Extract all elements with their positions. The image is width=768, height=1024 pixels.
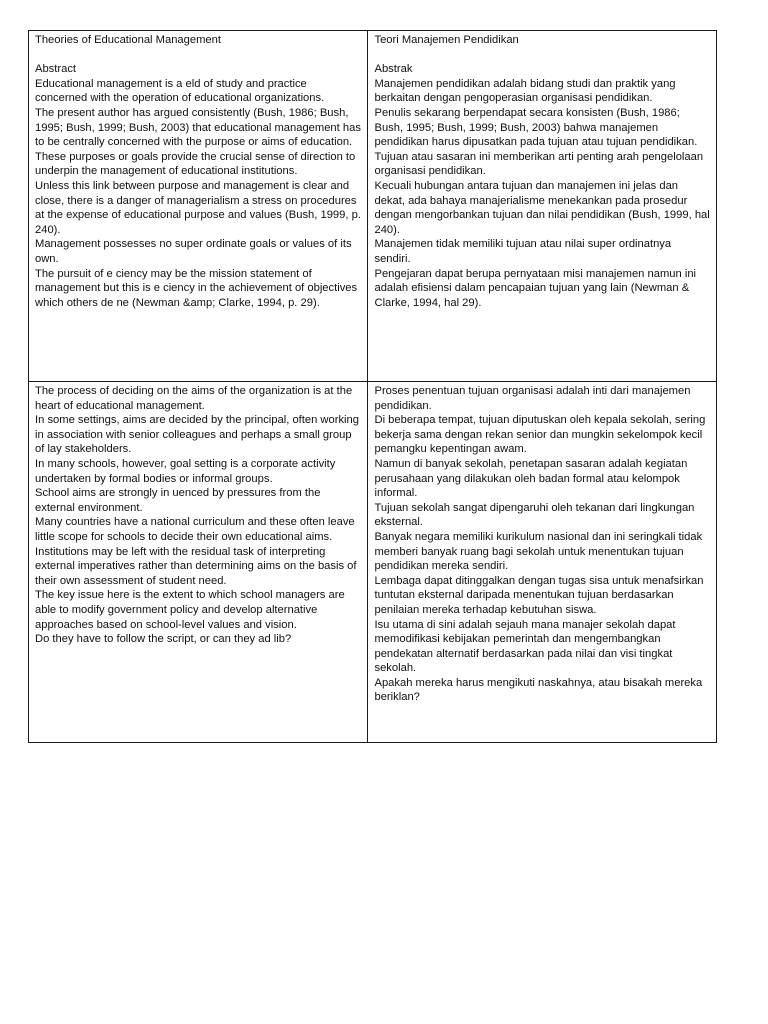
paragraph: These purposes or goals provide the crucial sense of direction to underpin the management of educational institutions. [35,150,356,178]
abstract-heading-indonesian: Abstrak [374,63,413,76]
paragraph: Tujuan atau sasaran ini memberikan arti penting arah pengelolaan organisasi pendidikan. [374,150,704,178]
blank-line [35,48,361,63]
paragraph: Many countries have a national curriculum and these often leave little scope for schools to decide their own educational aims. [35,516,355,543]
translation-table [28,30,717,743]
indonesian-cell-2 [368,382,717,743]
paragraph: Institutions may be left with the residual task of interpreting external imperatives rather than determining aims on the basis of their own assessment of student need. [35,545,357,587]
paragraph: Kecuali hubungan antara tujuan dan manajemen ini jelas dan dekat, ada bahaya manajerialisme menekankan pada prosedur dengan mengorbankan tujuan dan nilai pendidikan (Bush, 1999, hal 240). [374,179,710,236]
paragraph: Lembaga dapat ditinggalkan dengan tugas sisa untuk menafsirkan tuntutan eksternal daripada menentukan tujuan berdasarkan penilaian mereka terhadap kebutuhan siswa. [374,574,704,616]
paragraph: Management possesses no super ordinate goals or values of its own. [35,238,352,265]
paragraph: The pursuit of e ciency may be the mission statement of management but this is e ciency in the achievement of objectives which others de ne (Newman &amp; Clarke, 1994, p. 29). [35,267,358,309]
paragraph: School aims are strongly in uenced by pressures from the external environment. [35,487,321,514]
paragraph: Proses penentuan tujuan organisasi adalah inti dari manajemen pendidikan. [374,385,691,412]
paragraph: The present author has argued consistently (Bush, 1986; Bush, 1995; Bush, 1999; Bush, 2003) that educational management has to be centrally concerned with the purpose or aims of education. [35,106,361,149]
paragraph: Manajemen pendidikan adalah bidang studi dan praktik yang berkaitan dengan pengoperasian organisasi pendidikan. [374,77,676,105]
table-row [29,382,717,743]
document-title-indonesian: Teori Manajemen Pendidikan [374,34,519,46]
paragraph: In some settings, aims are decided by the principal, often working in association with senior colleagues and perhaps a small group of lay stakeholders. [35,414,359,456]
document-title-english: Theories of Educational Management [35,34,221,46]
paragraph: The key issue here is the extent to which school managers are able to modify government policy and develop alternative approaches based on school-level values and vision. [35,589,345,631]
paragraph: Unless this link between purpose and management is clear and close, there is a danger of managerialism a stress on procedures at the expense of educational purpose and values (Bush, 1999, p. 240). [35,179,361,236]
paragraph: Tujuan sekolah sangat dipengaruhi oleh tekanan dari lingkungan eksternal. [374,501,695,529]
paragraph: Penulis sekarang berpendapat secara konsisten (Bush, 1986; Bush, 1995; Bush, 1999; Bush, 2003) bahwa manajemen pendidikan harus dipusatkan pada tujuan atau tujuan pendidikan. [374,106,698,149]
paragraph: Educational management is a eld of study and practice concerned with the operation of educational organizations. [35,77,325,105]
abstract-heading-english: Abstract [35,63,77,76]
english-cell-1 [29,31,368,382]
paragraph: Manajemen tidak memiliki tujuan atau nilai super ordinatnya sendiri. [374,238,672,265]
paragraph: Isu utama di sini adalah sejauh mana manajer sekolah dapat memodifikasi kebijakan pemerintah dan mengembangkan pendekatan alternatif berdasarkan pada nilai dan visi tingkat sekolah. [374,618,676,675]
paragraph: The process of deciding on the aims of the organization is at the heart of educational management. [35,385,353,412]
paragraph: In many schools, however, goal setting is a corporate activity undertaken by formal bodies or informal groups. [35,457,336,485]
paragraph: Pengejaran dapat berupa pernyataan misi manajemen namun ini adalah efisiensi dalam pencapaian tujuan yang lain (Newman & Clarke, 1994, hal 29). [374,267,697,309]
table-row [29,31,717,382]
paragraph: Banyak negara memiliki kurikulum nasional dan ini seringkali tidak memberi banyak ruang bagi sekolah untuk menentukan tujuan pendidikan mereka sendiri. [374,530,703,573]
paragraph: Namun di banyak sekolah, penetapan sasaran adalah kegiatan perusahaan yang dilakukan oleh badan formal atau kelompok informal. [374,457,688,500]
english-cell-2 [29,382,368,743]
paragraph: Apakah mereka harus mengikuti naskahnya, atau bisakah mereka beriklan? [374,676,703,704]
blank-line [374,48,710,63]
indonesian-cell-1 [368,31,717,382]
paragraph: Do they have to follow the script, or can they ad lib? [35,633,292,646]
paragraph: Di beberapa tempat, tujuan diputuskan oleh kepala sekolah, sering bekerja sama dengan rekan senior dan mungkin sekelompok kecil pemangku kepentingan awam. [374,414,706,456]
